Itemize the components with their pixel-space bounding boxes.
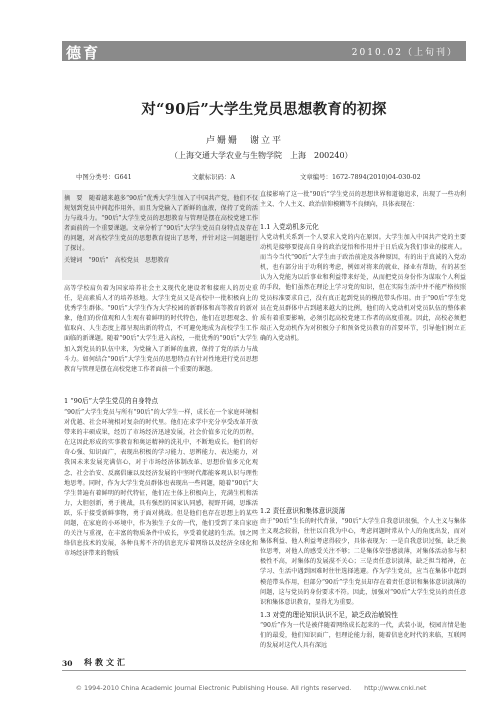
subsection-heading-1-1: 1.1 入党动机多元化	[260, 223, 319, 231]
issue-label: 2010.02（上旬刊）	[351, 48, 458, 58]
abstract-text: 摘 要 随着越来越多“90后”优秀大学生加入了中国共产党，他们不仅规划到党员中间起作用外，而且为党输入了新鲜的血液，保持了党的活力与战斗力。“90后”大学生党员的思想教育与管理是摆在高校党建工作者面前的一个重要课题。文章分析了“90后”大学生党员自身特点及存在的问题，对高校学生党员的思想教育提出了思考，并针对这一问题进行了探讨。	[64, 195, 258, 253]
subsection-1-3-paragraph: “90后”作为一代是被伴随着网络成长起来的一代，武装小说，校园言情是他们的最爱，他们知识面广，但理论能力弱，随着信息化时代的来临，互联网的发展对这代人具有深远	[260, 622, 466, 650]
page-number: 30	[62, 659, 73, 668]
subsection-heading-1-2: 1.2 责任意识和集体意识淡薄	[260, 507, 346, 515]
article-id: 文章编号：1672-7894(2010)04-030-02	[300, 173, 421, 181]
right-opening-paragraph: 直接影响了这一批“90后”学生党员的思想世界和道德追求，出现了一些功利主义、个人主义、政治信仰模糊等不良倾向，具体表现在：	[260, 191, 466, 209]
section-name: 德育	[66, 44, 101, 62]
section-header-band	[62, 41, 466, 61]
keywords: 关键词 “90后” 高校党员 思想教育	[64, 257, 170, 264]
section-heading-1: 1 “90后”大学生党员的自身特点	[64, 397, 158, 405]
copyright-notice: © 1994-2010 China Academic Journal Electronic Publishing House. All rights reserved. http://www.cnki.net	[75, 684, 427, 692]
article-affiliation: （上海交通大学农业与生物学院 上海 200240）	[170, 151, 353, 160]
article-authors: 卢姗姗 谢立平	[206, 136, 284, 146]
document-code: 文献标识码：A	[192, 173, 235, 181]
intro-paragraph: 高等学校肩负着为国家培养社会主义现代化建设者和接班人的历史重任，是高素质人才的培养基地。大学生党员又是高校中一批积极向上的优秀学生群体。“90后”大学生作为大学校园的新群体和高等教育的新对象，他们的价值观和人生观有着鲜明的时代特色，他们在思想观念、价值取向、人生态度上都呈现出新的特点，不可避免地成为高校学生工作面临的新课题。随着“90后”大学生进入高校，一批优秀的“90后”大学生加入到党员的队伍中来，为党输入了新鲜的血液，保持了党的活力与战斗力。如何结合“90后”大学生党员的思想特点有针对性地进行党员思想教育与管理是摆在高校党建工作者面前一个重要的课题。	[64, 285, 258, 373]
subsection-heading-1-3: 1.3 对党的理论知识认识不足，缺乏政治敏锐性	[260, 611, 398, 619]
subsection-1-1-paragraph: 入党动机关系到一个人要求入党的内在原因。大学生加入中国共产党的主要动机是接够要提高自身的政治觉悟和作用并于日后成为我们事业的接班人。而当今当代“90后”大学生由于政治前途及各种原因，有的出于真诚的入党动机，也有部分出于功利的考虑，例如对将来的就业、择业有帮助，有的甚至认为入党能为以后事业和利益带来好处，从而把党员身份作为谋取个人利益的手段，他们虽然在理论上学习党的知识，但在实际生活中并不能严格按照党员标准要求自己，没有真正起到党员的模范带头作用。由于“90后”学生党员在党员群体中占到越来越大的比例，他们的入党动机对党员队伍的整体素质有着重要影响，必须引起高校党建工作者的高度重视。因此，高校必须把端正入党动机作为对积极分子和预备党员教育的首要环节，引导他们树立正确的入党动机。	[260, 234, 466, 342]
journal-name: 科教文汇	[84, 657, 128, 667]
footer-divider	[62, 670, 466, 671]
subsection-1-2-paragraph: 由于“90后”生长的时代背景，“90后”大学生自我意识很强，个人主义与集体主义观念较弱，往往以自我为中心，考虑问题时常从个人的角度出发，而对集体利益、他人利益考虑得较少，具体表现为：一是自我意识过强，缺乏换位思考，对他人的感受关注不够；二是集体荣誉感淡薄，对集体活动参与积极性不高，对集体的发展漠不关心；三是责任意识淡薄，缺乏担当精神，在学习、生活中遇到困难时往往选择逃避。作为学生党员，应当在集体中起到模范带头作用，但部分“90后”学生党员却存在着责任意识和集体意识淡薄的问题，这与党员的身份要求不符。因此，加强对“90后”大学生党员的责任意识和集体意识教育，显得尤为重要。	[260, 518, 466, 606]
section-1-paragraph: “90后”大学生党员与所有“90后”的大学生一样，成长在一个家庭环境相对优越、社会环境相对复杂的时代里。他们在求学中充分享受改革开放带来的丰硕成果，经历了市场经济迅速发展，社会价值多元化的历程，在这因此形成的实事教育和奥运精神的洗礼中，不断地成长。他们的好奇心强、知识面广，表现出积极的学习能力、思辨能力、表达能力，对我国未来发展充满信心，对于市场经济体制改革、思想价值多元化观念、社会治安、反腐倡廉以及经济发展的中坚时代都能客观认识与理性地思考。同时，作为大学生党员群体也表现出一些问题，随着“90后”大学生普遍有着鲜明的时代特征，他们在主体上积极向上，充满生机和活力，大胆创新，勇于挑战，具有强烈的国家认同感，视野开阔，思维活跃，乐于接受新鲜事物，勇于面对挑战。但是他们也存在思想上的某些问题，在家庭的小环境中，作为独生子女的一代，他们受到了来自家庭的关注与重视，在丰富的物质条件中成长，享受着优越的生活。加之网络信息技术的发展，各种良莠不齐的信息充斥着网络以及经济全球化和市场经济带来的物质	[64, 409, 258, 558]
classification-number: 中图分类号：G641	[76, 173, 132, 181]
article-title: 对“90后”大学生党员思想教育的初探	[141, 101, 387, 118]
